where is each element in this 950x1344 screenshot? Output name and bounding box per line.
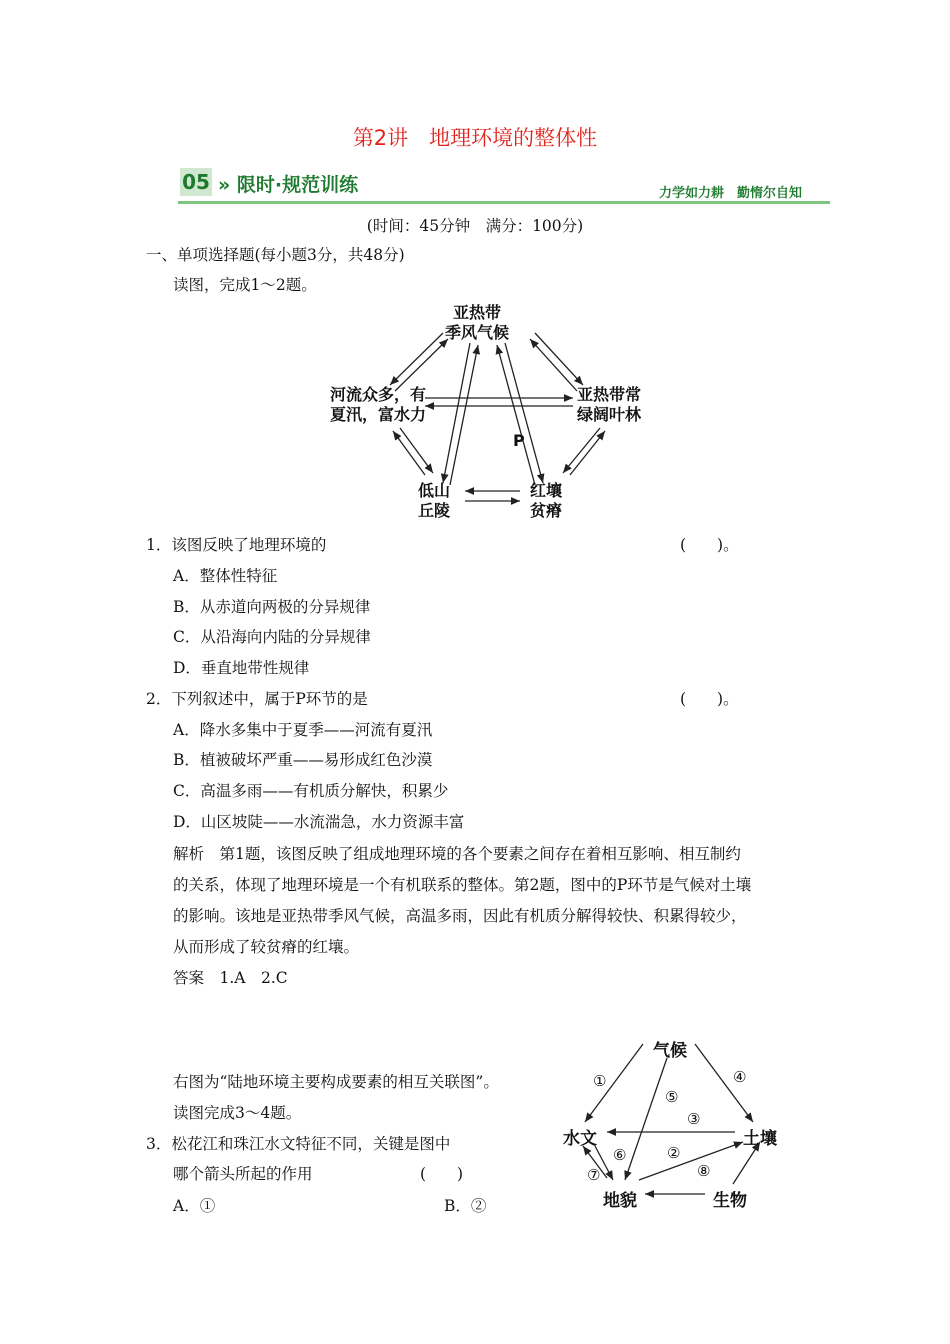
banner-motto: 力学如力耕 勤惰尔自知	[658, 186, 802, 201]
lesson-title: 第2讲 地理环境的整体性	[352, 126, 598, 150]
q2-option-a: A．降水多集中于夏季——河流有夏汛	[173, 721, 433, 739]
analysis-line: 的关系，体现了地理环境是一个有机联系的整体。第2题，图中的P环节是气候对土壤	[173, 876, 752, 894]
q2-blank: ( )。	[680, 690, 739, 708]
q1-option-c: C．从沿海向内陆的分异规律	[173, 628, 371, 646]
answer-line: 答案 1.A 2.C	[173, 969, 288, 987]
node-soil-line2: 贫瘠	[530, 501, 563, 520]
exam-meta: (时间：45分钟 满分：100分)	[366, 217, 584, 235]
node2-biology: 生物	[713, 1191, 747, 1211]
q3-stem-2: 哪个箭头所起的作用	[173, 1165, 313, 1183]
node-hills-line2: 丘陵	[418, 501, 451, 520]
q1-option-b: B．从赤道向两极的分异规律	[173, 598, 371, 616]
arrow-label-8: ⑧	[697, 1162, 711, 1180]
node2-soil: 土壤	[743, 1129, 777, 1149]
diagram-cycle	[325, 303, 655, 523]
node-forest	[577, 385, 641, 425]
arrow-label-5: ⑤	[665, 1088, 679, 1106]
banner-number: 05	[180, 168, 212, 196]
q3-option-b: B．②	[444, 1197, 487, 1215]
analysis-line: 的影响。该地是亚热带季风气候，高温多雨，因此有机质分解得较快、积累得较少，	[173, 907, 747, 925]
q2-option-b: B．植被破坏严重——易形成红色沙漠	[173, 751, 433, 769]
intro-text: 读图，完成1～2题。	[173, 276, 317, 294]
arrow-label-2: ②	[667, 1144, 681, 1162]
node-forest-line1: 亚热带常	[577, 385, 642, 404]
node-forest-line2: 绿阔叶林	[577, 405, 642, 424]
q2-option-d: D．山区坡陡——水流湍急，水力资源丰富	[173, 813, 465, 831]
section-heading: 一、单项选择题(每小题3分，共48分)	[146, 246, 405, 264]
diagram-elements	[555, 1028, 795, 1211]
label-p: P	[513, 431, 525, 450]
q3-option-a: A．①	[173, 1197, 216, 1215]
node-river	[330, 385, 426, 425]
q2-stem: 2．下列叙述中，属于P环节的是	[146, 690, 368, 708]
arrow-label-7: ⑦	[587, 1166, 601, 1184]
q1-stem: 1．该图反映了地理环境的	[146, 536, 327, 554]
section-banner	[178, 168, 830, 204]
node2-landform: 地貌	[603, 1191, 637, 1211]
node-hills	[418, 481, 450, 521]
intro-text-3: 读图完成3～4题。	[173, 1104, 302, 1122]
node-river-line1: 河流众多，有	[330, 385, 427, 404]
node-hills-line1: 低山	[418, 481, 451, 500]
arrow-label-1: ①	[593, 1072, 607, 1090]
q1-option-d: D．垂直地带性规律	[173, 659, 310, 677]
arrow-label-4: ④	[733, 1068, 747, 1086]
q2-option-c: C．高温多雨——有机质分解快，积累少	[173, 782, 449, 800]
intro-text-2: 右图为“陆地环境主要构成要素的相互关联图”。	[173, 1073, 499, 1091]
banner-title: » 限时·规范训练	[218, 174, 359, 196]
arrow-label-6: ⑥	[613, 1146, 627, 1164]
node2-climate: 气候	[653, 1041, 687, 1061]
node-climate	[445, 303, 509, 343]
analysis-line: 从而形成了较贫瘠的红壤。	[173, 938, 360, 956]
q1-blank: ( )。	[680, 536, 739, 554]
q1-option-a: A．整体性特征	[173, 567, 278, 585]
arrow-label-3: ③	[687, 1110, 701, 1128]
q3-stem: 3．松花江和珠江水文特征不同，关键是图中	[146, 1135, 451, 1153]
node2-hydrology: 水文	[563, 1129, 597, 1149]
node-soil	[530, 481, 562, 521]
node-river-line2: 夏汛，富水力	[330, 405, 427, 424]
node-climate-line1: 亚热带	[453, 303, 502, 322]
node-soil-line1: 红壤	[530, 481, 563, 500]
q3-blank: ( )	[420, 1165, 464, 1183]
banner-divider	[178, 201, 830, 204]
node-climate-line2: 季风气候	[445, 323, 510, 342]
analysis-line: 解析 第1题，该图反映了组成地理环境的各个要素之间存在着相互影响、相互制约	[173, 845, 741, 863]
